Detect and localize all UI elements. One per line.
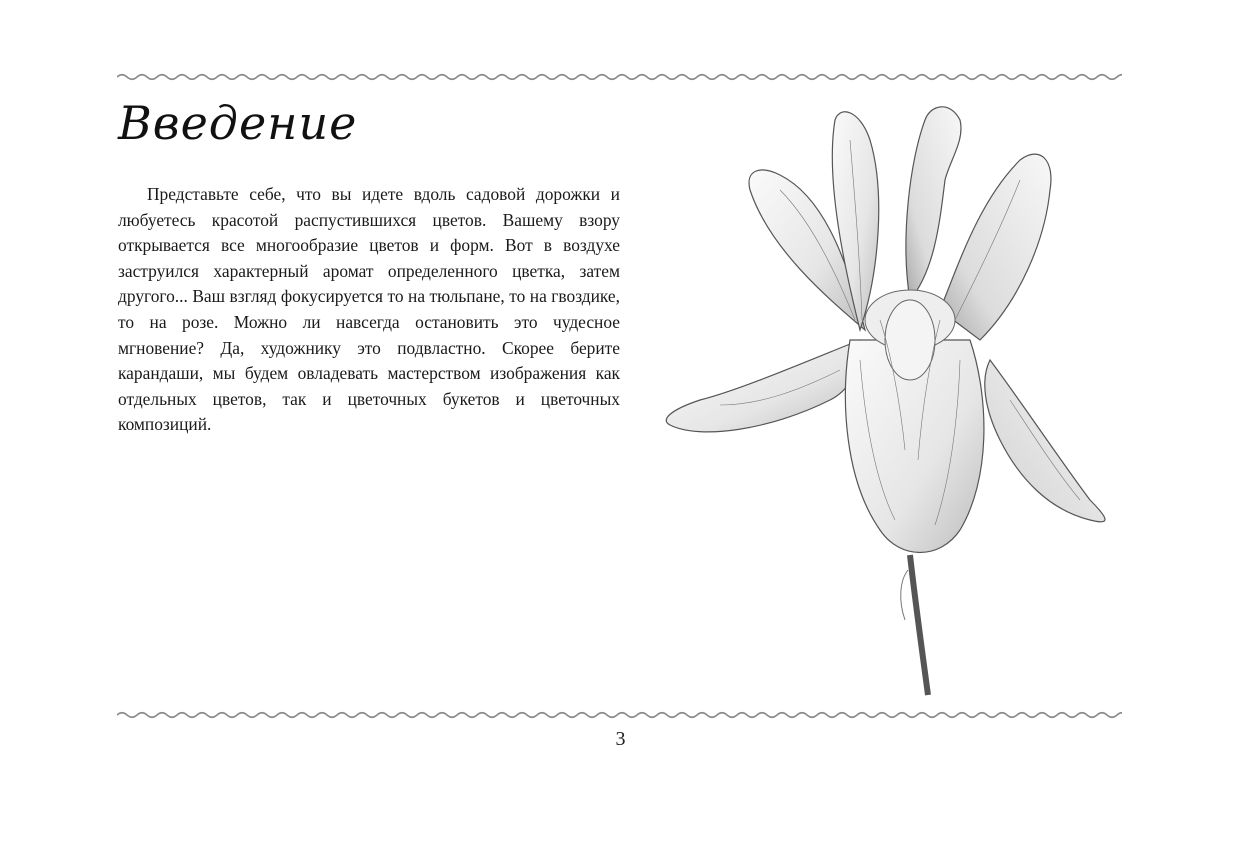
intro-paragraph: Представьте себе, что вы идете вдоль садовой дорожки и любуетесь красотой распустившихся цветов. Вашему взору открывается все многообразие цветов и форм. Вот в воздухе заструился характерный аромат определенного цветка, затем другого... Ваш взгляд фокусируется то на тюльпане, то на гвоздике, то на розе. Можно ли навсегда остановить это чудесное мгновение? Да, художнику это подвластно. Скорее берите карандаши, мы будем овладевать мастерством изображения как отдельных цветов, так и цветочных букетов и цветочных композиций. [118, 184, 620, 435]
page-title: Введение [118, 96, 358, 150]
top-wave-divider [117, 72, 1122, 82]
page-number: 3 [615, 728, 626, 750]
iris-flower-pencil-drawing-icon [660, 100, 1120, 700]
bottom-wave-divider [117, 710, 1122, 720]
